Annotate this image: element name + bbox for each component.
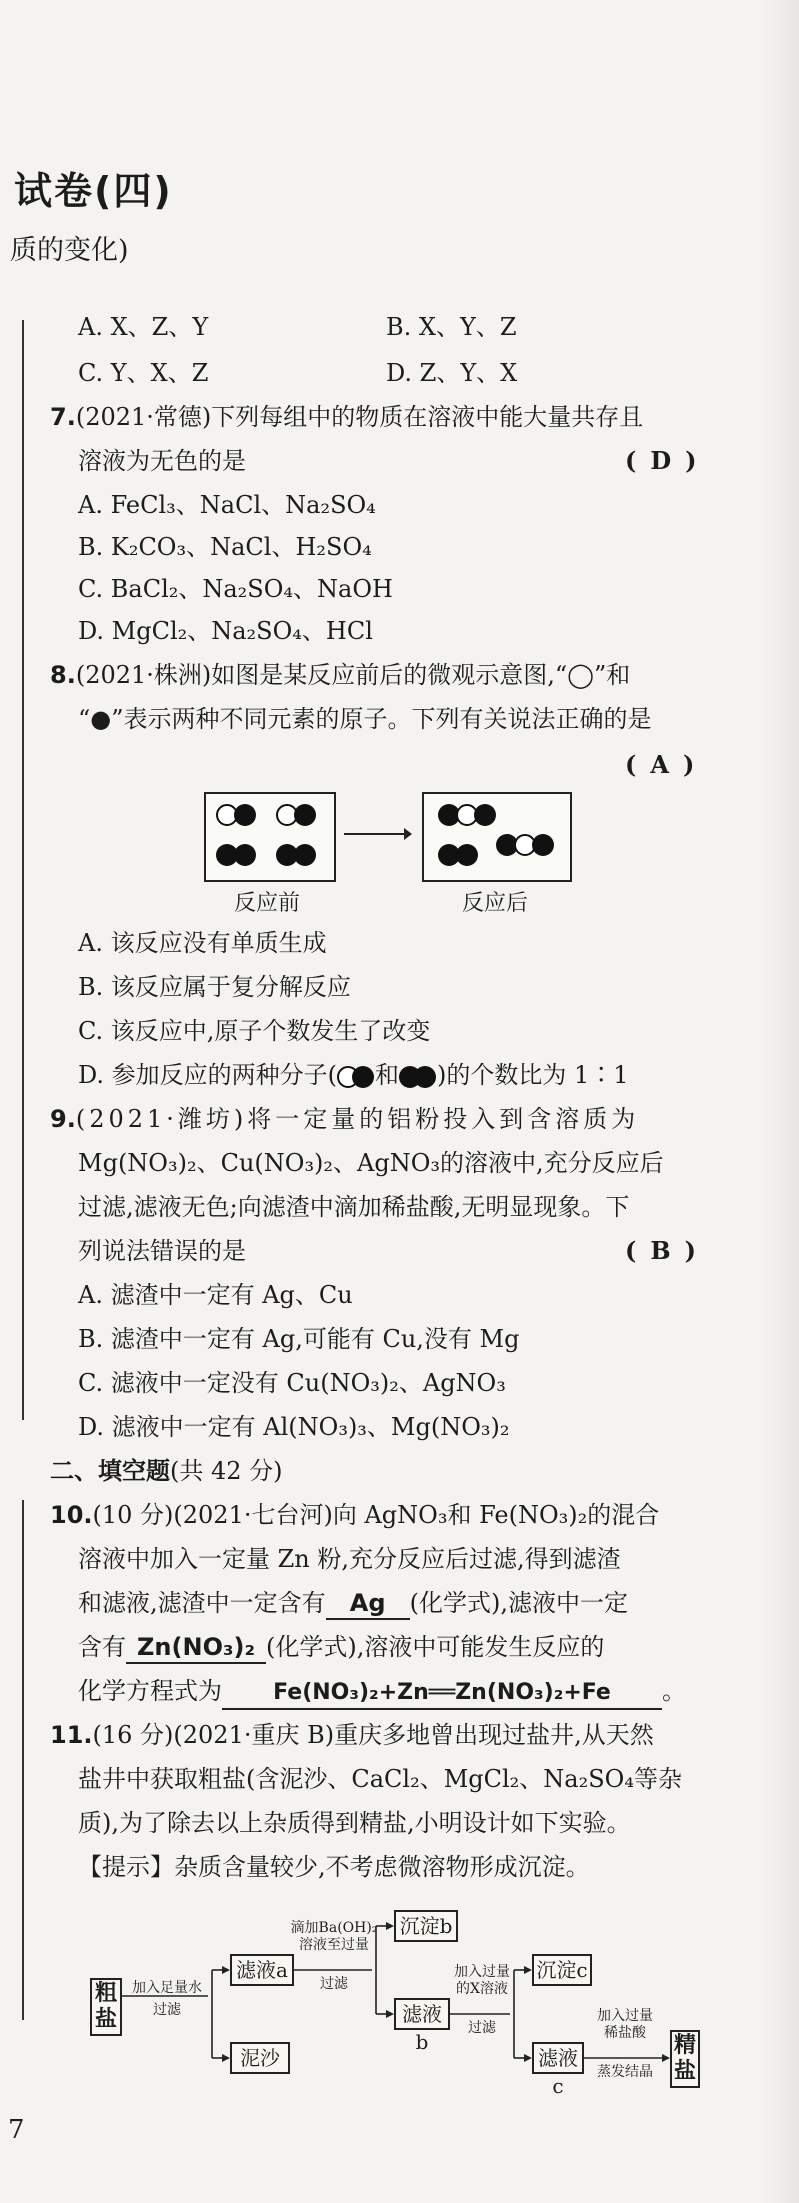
q10-number: 10.: [50, 1501, 93, 1529]
q9-option-d: D. 滤液中一定有 Al(NO₃)₃、Mg(NO₃)₂: [78, 1413, 510, 1441]
q11-stem-line2: 盐井中获取粗盐(含泥沙、CaCl₂、MgCl₂、Na₂SO₄等杂: [78, 1765, 682, 1793]
q7-option-a: A. FeCl₃、NaCl、Na₂SO₄: [78, 491, 376, 519]
q10-blank-2: Zn(NO₃)₂: [126, 1632, 266, 1664]
filtrate-a-box: 滤液a: [230, 1954, 294, 1986]
q8-answer: ( A ): [625, 750, 695, 779]
q7-answer: ( D ): [625, 446, 697, 475]
q6-option-d: D. Z、Y、X: [386, 359, 518, 387]
q10-stem-line5: 化学方程式为 Fe(NO₃)₂+Zn══Zn(NO₃)₂+Fe 。: [78, 1676, 686, 1710]
reaction-arrow: [342, 822, 414, 846]
q8-option-a: A. 该反应没有单质生成: [78, 929, 327, 957]
q8-number: 8.: [50, 661, 76, 689]
q10-blank-1: Ag: [326, 1588, 410, 1620]
crude-salt-box: 粗盐: [90, 1978, 122, 2036]
q9-stem-line1: 9.(2021·潍坊)将一定量的铝粉投入到含溶质为: [50, 1105, 640, 1133]
step2-label-top1: 滴加Ba(OH)₂: [290, 1920, 378, 1936]
q11-stem-line3: 质),为了除去以上杂质得到精盐,小明设计如下实验。: [78, 1809, 631, 1837]
q10-stem-line4: 含有 Zn(NO₃)₂ (化学式),溶液中可能发生反应的: [78, 1632, 604, 1664]
precipitate-b-box: 沉淀b: [394, 1910, 458, 1942]
q8-option-d: D. 参加反应的两种分子( 和 )的个数比为 1∶1: [78, 1061, 629, 1089]
margin-rule: [22, 320, 24, 1420]
precipitate-c-box: 沉淀c: [532, 1954, 592, 1986]
fine-salt-box: 精盐: [670, 2030, 700, 2088]
q8-stem-line1: 8.(2021·株洲)如图是某反应前后的微观示意图,“◯”和: [50, 661, 631, 689]
black-atom: [234, 804, 256, 826]
q10-stem-line1: 10.(10 分)(2021·七台河)向 AgNO₃和 Fe(NO₃)₂的混合: [50, 1501, 660, 1529]
q9-number: 9.: [50, 1105, 76, 1133]
step2-label-bottom: 过滤: [320, 1976, 348, 1992]
step3-label-top2: 的X溶液: [456, 1981, 508, 1997]
q6-option-c: C. Y、X、Z: [78, 359, 209, 387]
q7-option-c: C. BaCl₂、Na₂SO₄、NaOH: [78, 575, 393, 603]
q7-number: 7.: [50, 403, 76, 431]
step3-label-top1: 加入过量: [454, 1964, 510, 1980]
black-atom: [474, 804, 496, 826]
section-2-heading: 二、填空题(共 42 分): [50, 1457, 283, 1485]
q6-option-a: A. X、Z、Y: [78, 313, 209, 341]
step1-label-top: 加入足量水: [132, 1980, 202, 1996]
q11-stem-line1: 11.(16 分)(2021·重庆 B)重庆多地曾出现过盐井,从天然: [50, 1721, 654, 1749]
label-after: 反应后: [462, 891, 529, 916]
black-atom: [294, 804, 316, 826]
q8-option-b: B. 该反应属于复分解反应: [78, 973, 351, 1001]
filtrate-c-box: 滤液c: [532, 2042, 584, 2074]
q9-option-b: B. 滤渣中一定有 Ag,可能有 Cu,没有 Mg: [78, 1325, 520, 1353]
black-atom: [532, 834, 554, 856]
q10-stem-line2: 溶液中加入一定量 Zn 粉,充分反应后过滤,得到滤渣: [78, 1545, 621, 1573]
filtrate-b-box: 滤液b: [394, 1998, 450, 2030]
reaction-after-box: [422, 792, 572, 882]
q6-option-b: B. X、Y、Z: [386, 313, 517, 341]
q11-number: 11.: [50, 1721, 93, 1749]
label-before: 反应前: [234, 891, 301, 916]
sediment-box: 泥沙: [230, 2042, 290, 2074]
q7-stem-line1: 7.(2021·常德)下列每组中的物质在溶液中能大量共存且: [50, 403, 644, 431]
black-atom: [234, 844, 256, 866]
black-atom: [294, 844, 316, 866]
q9-stem-line3: 过滤,滤液无色;向滤渣中滴加稀盐酸,无明显现象。下: [78, 1193, 630, 1221]
q10-blank-3: Fe(NO₃)₂+Zn══Zn(NO₃)₂+Fe: [222, 1678, 662, 1710]
q10-stem-line3: 和滤液,滤渣中一定含有 Ag (化学式),滤液中一定: [78, 1588, 628, 1620]
step4-label-top2: 稀盐酸: [604, 2025, 646, 2041]
q9-option-a: A. 滤渣中一定有 Ag、Cu: [78, 1281, 353, 1309]
q7-option-d: D. MgCl₂、Na₂SO₄、HCl: [78, 617, 373, 645]
step3-label-bottom: 过滤: [468, 2020, 496, 2036]
q9-answer: ( B ): [625, 1236, 697, 1265]
step2-label-top2: 溶液至过量: [299, 1937, 369, 1953]
black-atom: [456, 844, 478, 866]
q7-stem-line2: 溶液为无色的是: [78, 447, 246, 475]
q8-option-c: C. 该反应中,原子个数发生了改变: [78, 1017, 431, 1045]
step4-label-bottom: 蒸发结晶: [597, 2064, 653, 2080]
q9-stem-line4: 列说法错误的是: [78, 1237, 246, 1265]
molecule-black-black-icon: [399, 1066, 437, 1088]
page-edge-shadow: [763, 0, 799, 2203]
q8-stem-line2: “●”表示两种不同元素的原子。下列有关说法正确的是: [78, 705, 652, 733]
q9-option-c: C. 滤液中一定没有 Cu(NO₃)₂、AgNO₃: [78, 1369, 506, 1397]
q9-stem-line2: Mg(NO₃)₂、Cu(NO₃)₂、AgNO₃的溶液中,充分反应后: [78, 1149, 664, 1177]
page-number: 7: [8, 2115, 25, 2145]
reaction-before-box: [204, 792, 336, 882]
step1-label-bottom: 过滤: [153, 2002, 181, 2018]
page-subtitle: 质的变化): [10, 235, 129, 266]
molecule-white-black-icon: [337, 1066, 375, 1088]
q7-option-b: B. K₂CO₃、NaCl、H₂SO₄: [78, 533, 372, 561]
step4-label-top1: 加入过量: [597, 2008, 653, 2024]
page-title: 试卷(四): [14, 169, 173, 213]
q11-hint: 【提示】杂质含量较少,不考虑微溶物形成沉淀。: [78, 1853, 590, 1881]
